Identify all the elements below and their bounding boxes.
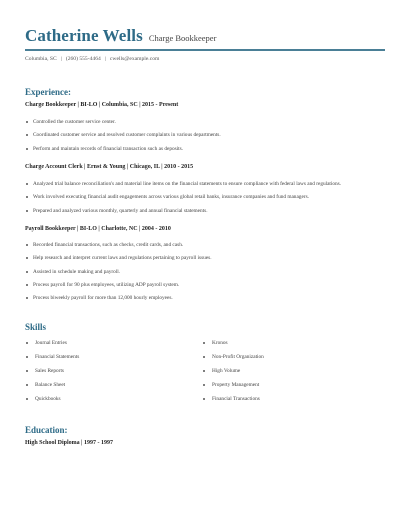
contact-phone: (260) 555-4464 xyxy=(65,56,101,62)
skill-item: Balance Sheet xyxy=(25,381,79,395)
skill-item: Financial Transactions xyxy=(202,395,264,409)
contact-email: cwells@example.com xyxy=(109,56,160,62)
skill-item: Kronos xyxy=(202,339,264,353)
skill-item: Sales Reports xyxy=(25,367,79,381)
job-bullet: Recorded financial transactions, such as checks, credit cards, and cash. xyxy=(25,241,212,254)
job-bullet: Prepared and analyzed various monthly, quarterly and annual financial statements. xyxy=(25,207,341,220)
contact-separator: | xyxy=(104,56,106,62)
skills-heading: Skills xyxy=(25,322,47,332)
job-bullet: Process payroll for 90 plus employees, utilizing ADP payroll system. xyxy=(25,281,212,294)
job-bullet-list xyxy=(25,180,341,220)
job-bullet-list xyxy=(25,118,221,158)
contact-location: Columbia, SC xyxy=(25,56,57,62)
resume-header xyxy=(25,26,216,46)
contact-separator: | xyxy=(60,56,62,62)
job-bullet: Controlled the customer service center. xyxy=(25,118,221,131)
candidate-name: Catherine Wells xyxy=(25,26,143,45)
skill-item: Non-Profit Organization xyxy=(202,353,264,367)
experience-heading: Experience: xyxy=(25,87,71,97)
job-bullet: Analyzed trial balance reconciliation's and material line items on the financial statements to ensure compliance with federal laws and regulations. xyxy=(25,180,341,193)
skill-item: High Volume xyxy=(202,367,264,381)
contact-line xyxy=(25,56,159,62)
education-heading: Education: xyxy=(25,425,68,435)
job-header: Payroll Bookkeeper | BI-LO | Charlotte, NC | 2004 - 2010 xyxy=(25,226,171,232)
skills-list-left xyxy=(25,339,79,408)
job-bullet: Work involved executing financial audit engagements across various global retail banks, insurance companies and fund managers. xyxy=(25,193,341,206)
skills-list-right xyxy=(202,339,264,408)
skill-item: Property Management xyxy=(202,381,264,395)
job-bullet-list xyxy=(25,241,212,307)
skill-item: Financial Statements xyxy=(25,353,79,367)
education-entry: High School Diploma | 1997 - 1997 xyxy=(25,440,113,446)
header-divider xyxy=(25,49,385,51)
job-bullet: Help research and interpret current laws and regulations pertaining to payroll issues. xyxy=(25,254,212,267)
job-bullet: Coordinated customer service and resolved customer complaints in various departments. xyxy=(25,131,221,144)
job-header: Charge Account Clerk | Ernst & Young | Chicago, IL | 2010 - 2015 xyxy=(25,164,194,170)
job-bullet: Process biweekly payroll for more than 12,000 hourly employees. xyxy=(25,294,212,307)
job-bullet: Assisted in schedule making and payroll. xyxy=(25,268,212,281)
job-header: Charge Bookkeeper | BI-LO | Columbia, SC | 2015 - Present xyxy=(25,102,179,108)
candidate-title: Charge Bookkeeper xyxy=(148,33,217,43)
job-bullet: Perform and maintain records of financial transaction such as deposits. xyxy=(25,145,221,158)
skill-item: Quickbooks xyxy=(25,395,79,409)
skill-item: Journal Entries xyxy=(25,339,79,353)
